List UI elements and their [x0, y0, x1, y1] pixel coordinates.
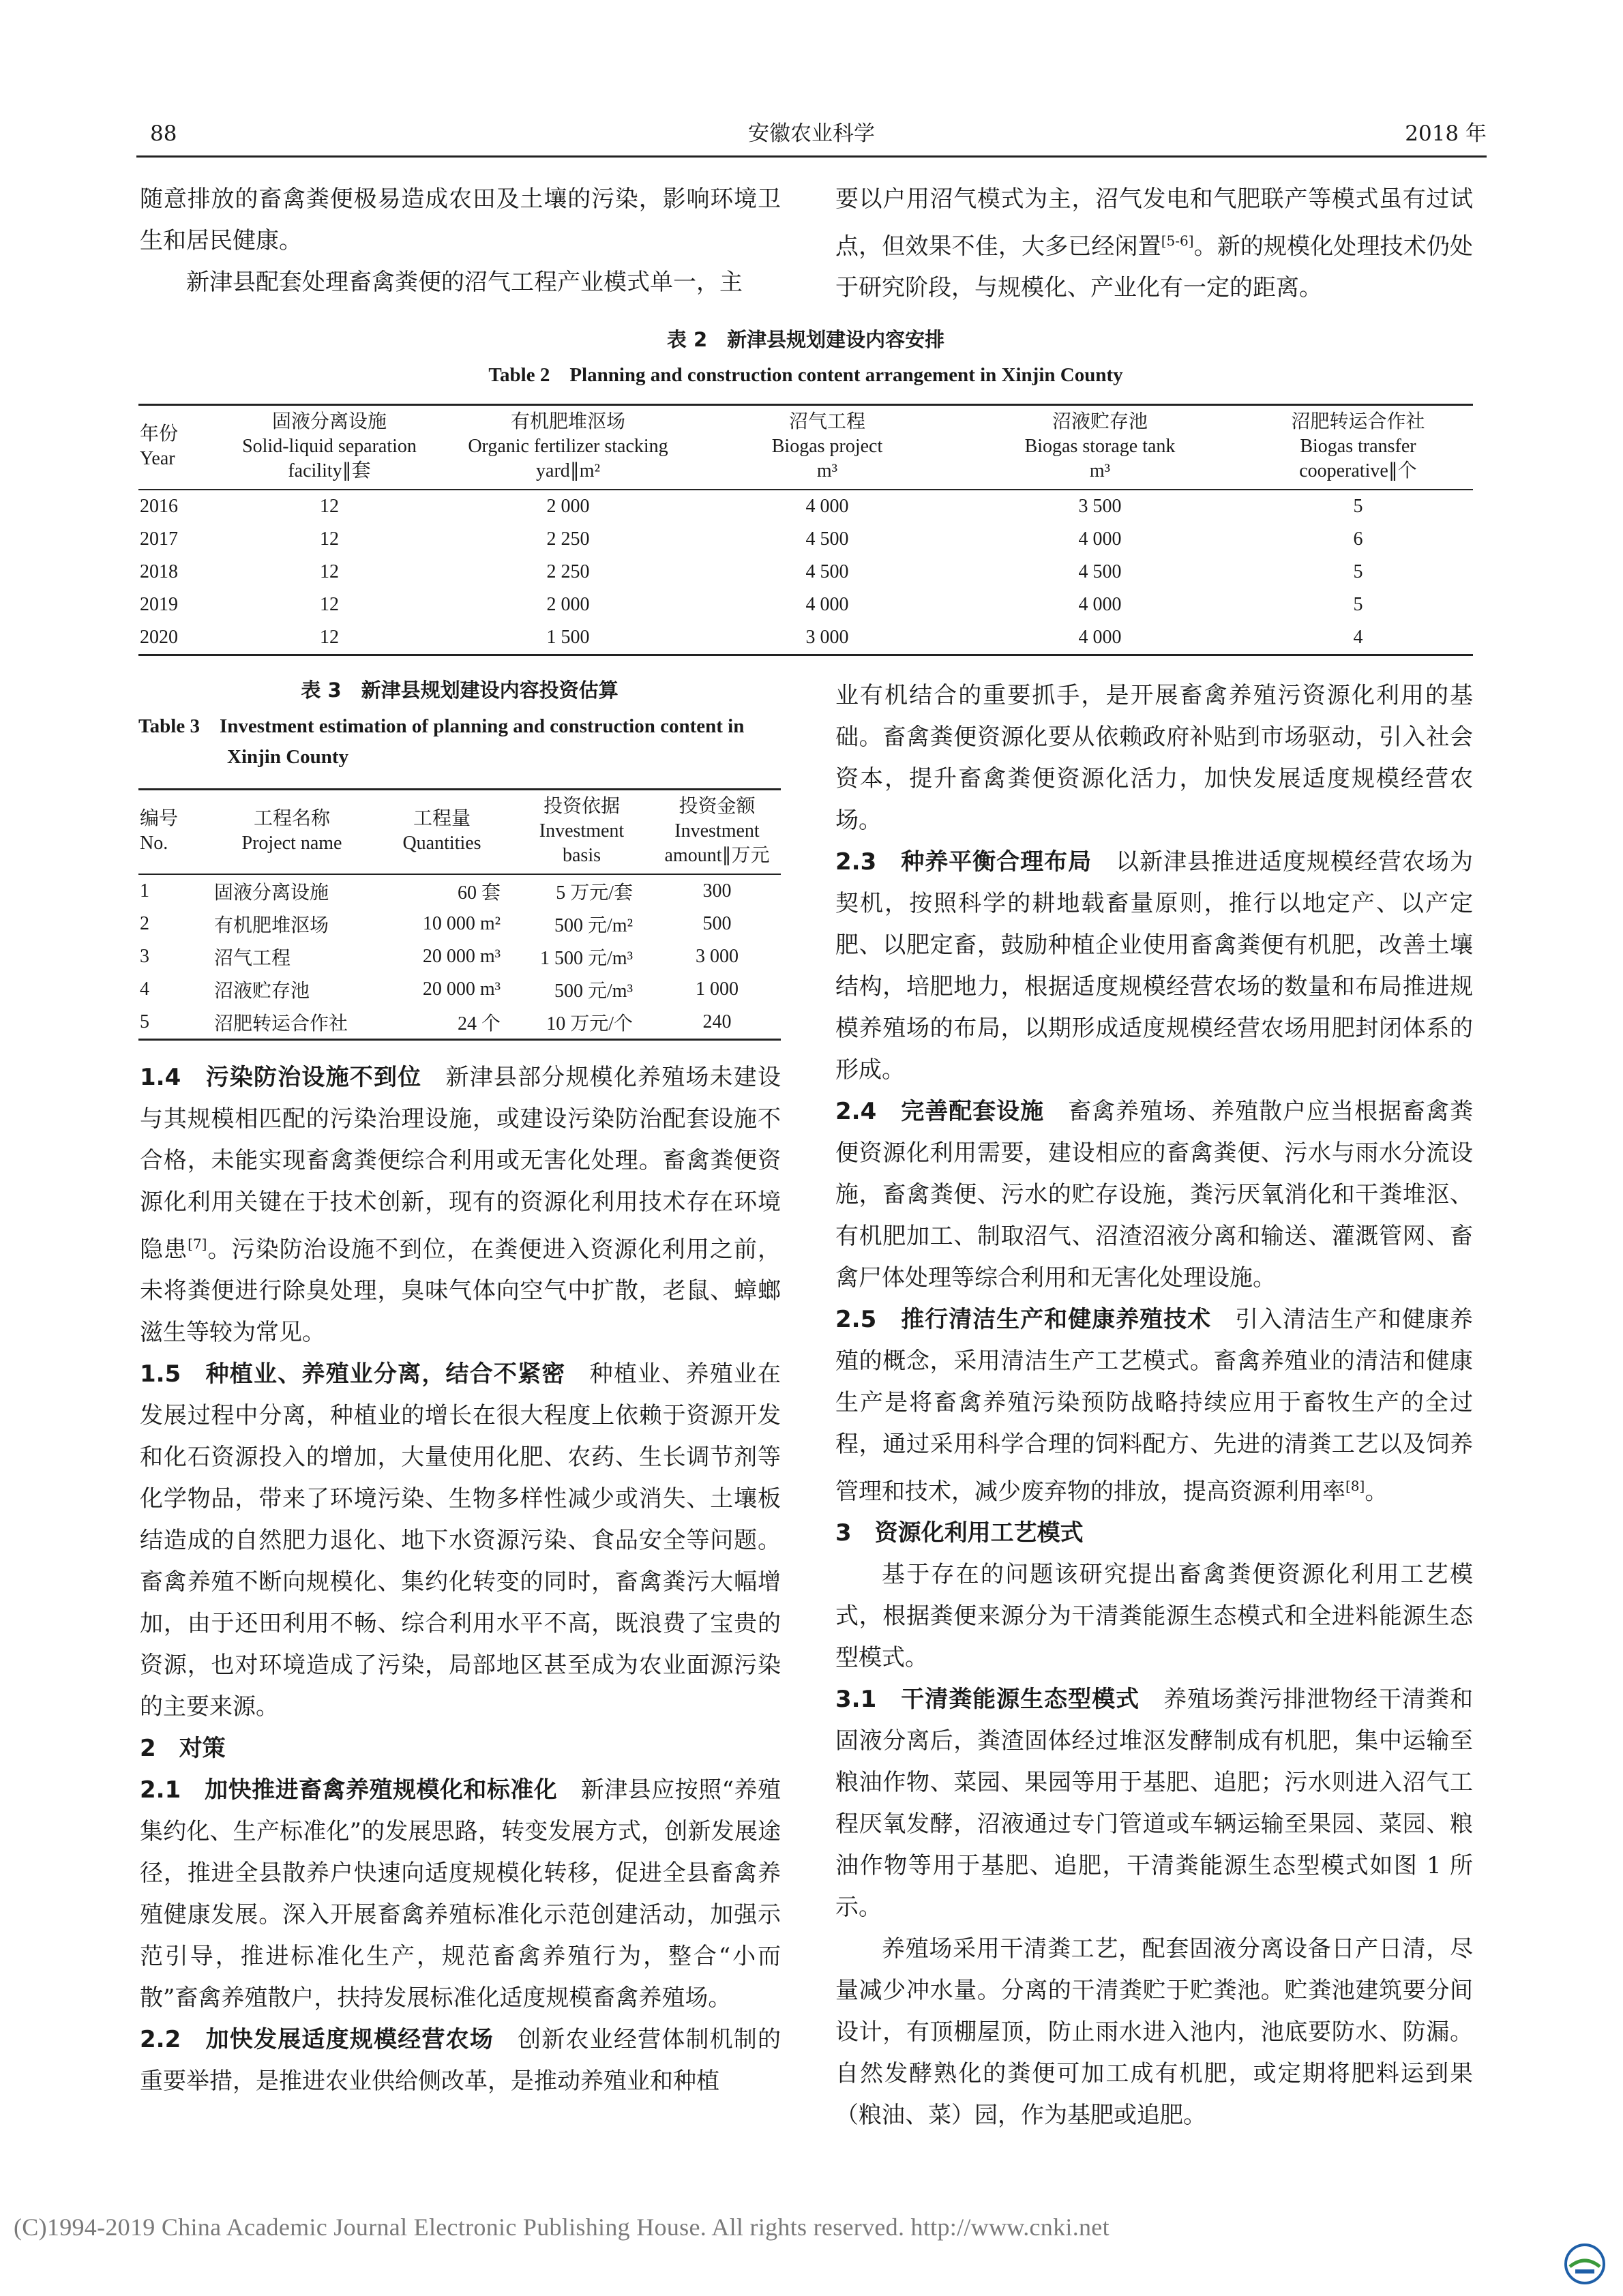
table-cell: 2 250	[546, 561, 590, 582]
section-2-2	[140, 2019, 781, 2102]
header-unit: m³	[1089, 460, 1111, 481]
header-unit: yard∥m²	[536, 460, 600, 481]
header-en: Biogas storage tank	[1024, 436, 1176, 457]
table-cell: 2 000	[546, 496, 590, 517]
table-cell: 5	[1353, 496, 1363, 517]
section-heading: 1.5 种植业、养殖业分离，结合不紧密	[140, 1360, 566, 1388]
table-cell: 2017	[140, 528, 178, 550]
running-header	[136, 115, 1487, 158]
table2	[138, 404, 1473, 656]
citation-ref: [5-6]	[1161, 233, 1194, 249]
header-unit: m³	[816, 460, 838, 481]
table-row	[138, 874, 781, 908]
table-cell: 3 500	[1078, 496, 1122, 517]
table-cell: 12	[320, 627, 339, 648]
table-cell: 240	[702, 1011, 732, 1032]
header-cn: 工程名称	[253, 808, 330, 829]
table-row	[138, 940, 781, 973]
header-unit: facility∥套	[288, 460, 371, 481]
table2-header-separation	[220, 405, 438, 490]
table-cell: 3	[140, 946, 149, 967]
section-text: 养殖场粪污排泄物经干清粪和固液分离后，粪渣固体经过堆沤发酵制成有机肥，集中运输至粮油作物、菜园、果园等用于基肥、追肥；污水则进入沼气工程厌氧发酵，沼液通过专门管道或车辆运输至果园、菜园、粮油作物等用于基肥、追肥，干清粪能源生态型模式如图 1 所示。	[835, 1686, 1474, 1922]
table-cell: 2016	[140, 496, 178, 517]
table-cell: 5	[1353, 561, 1363, 582]
section-text: 。	[1365, 1478, 1388, 1506]
intro-left-text: 随意排放的畜禽粪便极易造成农田及土壤的污染，影响环境卫生和居民健康。	[140, 185, 781, 254]
table-row	[138, 523, 1473, 556]
table-cell: 2018	[140, 561, 178, 582]
table3	[138, 788, 781, 1041]
section-1-4	[140, 1057, 781, 1354]
header-cn: 投资依据	[543, 796, 620, 817]
table-cell: 1 500 元/m³	[540, 948, 633, 969]
table2-header-year	[138, 405, 220, 490]
table-cell: 5	[1353, 594, 1363, 615]
table3-header-basis	[510, 790, 653, 875]
table-cell: 6	[1353, 528, 1363, 550]
table-row	[138, 908, 781, 940]
table-cell: 24 个	[457, 1013, 501, 1034]
table-cell: 4	[1353, 627, 1363, 648]
table2-header-row	[138, 405, 1473, 490]
intro-right-tail: 。新的规模化处理技术仍处于研究阶段，与规模化、产业化有一定的距离。	[835, 233, 1474, 302]
continued-text: 业有机结合的重要抓手，是开展畜禽养殖污资源化利用的基础。畜禽粪便资源化要从依赖政府补贴到市场驱动，引入社会资本，提升畜禽粪便资源化活力，加快发展适度规模经营农场。	[835, 682, 1473, 834]
header-cn: 固液分离设施	[271, 411, 387, 432]
table-cell: 有机肥堆沤场	[214, 915, 329, 936]
table3-caption-en-2: Xinjin County	[227, 746, 349, 768]
header-en: Biogas transfer	[1300, 436, 1416, 457]
table-cell: 12	[320, 594, 339, 615]
table3-header-amount	[653, 790, 781, 875]
section-text: 引入清洁生产和健康养殖的概念，采用清洁生产工艺模式。畜禽养殖业的清洁和健康生产是将畜禽养殖污染预防战略持续应用于畜牧生产的全过程，通过采用科学合理的饲料配方、先进的清粪工艺以及饲养管理和技术，减少废弃物的排放，提高资源利用率	[835, 1306, 1473, 1506]
table-cell: 10 万元/个	[546, 1013, 633, 1034]
table3-caption-en-1: Table 3 Investment estimation of planning and construction content in	[138, 715, 745, 737]
section-text: 。污染防治设施不到位，在粪便进入资源化利用之前，未将粪便进行除臭处理，臭味气体向空气中扩散，老鼠、蟑螂滋生等较为常见。	[140, 1236, 781, 1347]
header-unit: cooperative∥个	[1299, 460, 1417, 481]
table-cell: 500 元/m²	[554, 915, 633, 936]
publication-year: 2018 年	[1405, 121, 1487, 146]
cnki-logo-icon	[1563, 2242, 1607, 2286]
table-cell: 300	[702, 880, 732, 901]
page-number: 88	[150, 121, 177, 146]
table-row	[138, 556, 1473, 588]
table-cell: 2	[140, 913, 149, 934]
section-3-1-text-2: 养殖场采用干清粪工艺，配套固液分离设备日产日清，尽量减少冲水量。分离的干清粪贮于贮粪池。贮粪池建筑要分间设计，有顶棚屋顶，防止雨水进入池内，池底要防水、防漏。自然发酵熟化的粪便可加工成有机肥，或定期将肥料运到果（粮油、菜）园，作为基肥或追肥。	[835, 1935, 1473, 2130]
table-cell: 20 000 m³	[422, 946, 501, 967]
section-heading: 2.5 推行清洁生产和健康养殖技术	[835, 1306, 1212, 1333]
table-row	[138, 490, 1473, 523]
header-cn: 有机肥堆沤场	[510, 411, 625, 432]
header-cn: 编号	[140, 808, 179, 829]
table2-header-storage	[957, 405, 1243, 490]
table-cell: 4	[140, 979, 149, 1000]
table3-header-no	[138, 790, 210, 875]
table-cell: 1 000	[696, 979, 739, 1000]
header-en: Organic fertilizer stacking	[468, 436, 668, 457]
intro-left-paragraph	[140, 179, 781, 262]
citation-ref: [7]	[188, 1236, 207, 1252]
table-cell: 5 万元/套	[556, 882, 633, 904]
table-row	[138, 588, 1473, 621]
table-cell: 沼液贮存池	[214, 981, 310, 1002]
section-text: 新津县应按照“养殖集约化、生产标准化”的发展思路，转变发展方式，创新发展途径，推进全县散养户快速向适度规模化转移，促进全县畜禽养殖健康发展。深入开展畜禽养殖标准化示范创建活动，加强示范引导，推进标准化生产，规范畜禽养殖行为，整合“小而散”畜禽养殖散户，扶持发展标准化适度规模畜禽养殖场。	[140, 1776, 781, 2012]
intro-right-text: 要以户用沼气模式为主，沼气发电和气肥联产等模式虽有过试点，但效果不佳，大多已经闲置	[835, 185, 1473, 260]
table-cell: 12	[320, 496, 339, 517]
table-cell: 20 000 m³	[422, 979, 501, 1000]
table-cell: 固液分离设施	[214, 882, 329, 904]
section-heading: 2.3 种养平衡合理布局	[835, 848, 1092, 876]
table-row	[138, 621, 1473, 655]
header-cn: 沼气工程	[788, 411, 865, 432]
table2-header-transfer	[1243, 405, 1473, 490]
intro-right-paragraph	[835, 179, 1473, 309]
table-cell: 3 000	[805, 627, 849, 648]
table-cell: 4 500	[1078, 561, 1122, 582]
section-2-heading: 2 对策	[140, 1735, 226, 1763]
section-text: 种植业、养殖业在发展过程中分离，种植业的增长在很大程度上依赖于资源开发和化石资源投入的增加，大量使用化肥、农药、生长调节剂等化学物品，带来了环境污染、生物多样性减少或消失、土壤板结造成的自然肥力退化、地下水资源污染、食品安全等问题。畜禽养殖不断向规模化、集约化转变的同时，畜禽粪污大幅增加，由于还田利用不畅、综合利用水平不高，既浪费了宝贵的资源，也对环境造成了污染，局部地区甚至成为农业面源污染的主要来源。	[140, 1360, 781, 1721]
table-cell: 4 000	[1078, 594, 1122, 615]
copyright-footer: (C)1994-2019 China Academic Journal Electronic Publishing House. All rights reserved. http://www.cnki.net	[14, 2213, 1110, 2241]
header-cn: 年份	[140, 423, 179, 445]
table-cell: 4 500	[805, 561, 849, 582]
header-unit: amount∥万元	[664, 845, 770, 866]
intro-left-text-2: 新津县配套处理畜禽粪便的沼气工程产业模式单一，主	[186, 269, 743, 296]
table-cell: 4 000	[805, 594, 849, 615]
section-2-1	[140, 1770, 781, 2019]
table-cell: 1	[140, 880, 149, 901]
table2-header-stacking	[438, 405, 698, 490]
left-column-body	[140, 1057, 781, 2102]
table-cell: 12	[320, 528, 339, 550]
table-row	[138, 1006, 781, 1040]
table-cell: 沼气工程	[214, 948, 291, 969]
header-en: Investment	[539, 820, 625, 841]
table-cell: 2019	[140, 594, 178, 615]
section-heading: 2.2 加快发展适度规模经营农场	[140, 2026, 494, 2054]
header-cn: 沼液贮存池	[1052, 411, 1148, 432]
table3-caption-cn: 表 3 新津县规划建设内容投资估算	[301, 679, 619, 702]
table-cell: 2020	[140, 627, 178, 648]
header-en: Year	[140, 448, 175, 469]
table-cell: 2 000	[546, 594, 590, 615]
table2-caption-en: Table 2 Planning and construction content arrangement in Xinjin County	[488, 364, 1123, 386]
header-en: Project name	[241, 833, 342, 854]
header-cn: 沼肥转运合作社	[1291, 411, 1425, 432]
table-cell: 500 元/m³	[554, 981, 633, 1002]
table-cell: 500	[702, 913, 732, 934]
right-column-body	[835, 675, 1473, 2136]
table-cell: 4 000	[1078, 528, 1122, 550]
header-cn: 工程量	[413, 808, 471, 829]
table-cell: 4 000	[1078, 627, 1122, 648]
header-cn: 投资金额	[679, 796, 756, 817]
table3-header-name	[210, 790, 374, 875]
section-heading: 2.1 加快推进畜禽养殖规模化和标准化	[140, 1776, 558, 1804]
section-heading: 1.4 污染防治设施不到位	[140, 1064, 422, 1091]
table3-header-row	[138, 790, 781, 875]
section-text: 以新津县推进适度规模经营农场为契机，按照科学的耕地载畜量原则，推行以地定产、以产定肥、以肥定畜，鼓励种植企业使用畜禽粪便有机肥，改善土壤结构，培肥地力，根据适度规模经营农场的数量和布局推进规模养殖场的布局，以期形成适度规模经营农场用肥封闭体系的形成。	[835, 848, 1473, 1084]
section-3-text: 基于存在的问题该研究提出畜禽粪便资源化利用工艺模式，根据粪便来源分为干清粪能源生态模式和全进料能源生态型模式。	[835, 1561, 1473, 1672]
section-text: 畜禽养殖场、养殖散户应当根据畜禽粪便资源化利用需要，建设相应的畜禽粪便、污水与雨水分流设施，畜禽粪便、污水的贮存设施，粪污厌氧消化和干粪堆沤、有机肥加工、制取沼气、沼渣沼液分离和输送、灌溉管网、畜禽尸体处理等综合利用和无害化处理设施。	[835, 1098, 1473, 1292]
table-cell: 10 000 m²	[422, 913, 501, 934]
header-en-2: basis	[563, 845, 601, 866]
section-2-4	[835, 1091, 1473, 1299]
table-cell: 12	[320, 561, 339, 582]
header-en: Investment	[674, 820, 760, 841]
header-en: Solid-liquid separation	[242, 436, 417, 457]
section-text: 创新农业经营体制机制的重要举措，是推进农业供给侧改革，是推动养殖业和种植	[140, 2026, 781, 2096]
header-en: No.	[140, 833, 168, 854]
section-3-heading: 3 资源化利用工艺模式	[835, 1519, 1084, 1547]
table3-header-qty	[374, 790, 510, 875]
table2-header-biogas	[698, 405, 957, 490]
header-en: Quantities	[402, 833, 481, 854]
table-cell: 60 套	[457, 882, 501, 904]
journal-name: 安徽农业科学	[748, 121, 875, 146]
table2-caption-cn: 表 2 新津县规划建设内容安排	[666, 328, 945, 351]
table-cell: 4 000	[805, 496, 849, 517]
table-cell: 1 500	[546, 627, 590, 648]
table-cell: 沼肥转运合作社	[214, 1013, 348, 1034]
section-3-1	[835, 1679, 1473, 1928]
section-1-5	[140, 1354, 781, 1728]
table-cell: 3 000	[696, 946, 739, 967]
citation-ref: [8]	[1345, 1478, 1365, 1494]
section-heading: 3.1 干清粪能源生态型模式	[835, 1686, 1140, 1714]
table-row	[138, 973, 781, 1006]
section-text: 新津县部分规模化养殖场未建设与其规模相匹配的污染治理设施，或建设污染防治配套设施不合格，未能实现畜禽粪便综合利用或无害化处理。畜禽粪便资源化利用关键在于技术创新，现有的资源化利用技术存在环境隐患	[140, 1064, 781, 1264]
table-cell: 5	[140, 1011, 149, 1032]
header-en: Biogas project	[771, 436, 883, 457]
section-2-3	[835, 841, 1473, 1091]
intro-left-paragraph-2	[140, 262, 781, 303]
table-cell: 2 250	[546, 528, 590, 550]
section-2-5	[835, 1299, 1473, 1512]
section-heading: 2.4 完善配套设施	[835, 1098, 1045, 1125]
table-cell: 4 500	[805, 528, 849, 550]
